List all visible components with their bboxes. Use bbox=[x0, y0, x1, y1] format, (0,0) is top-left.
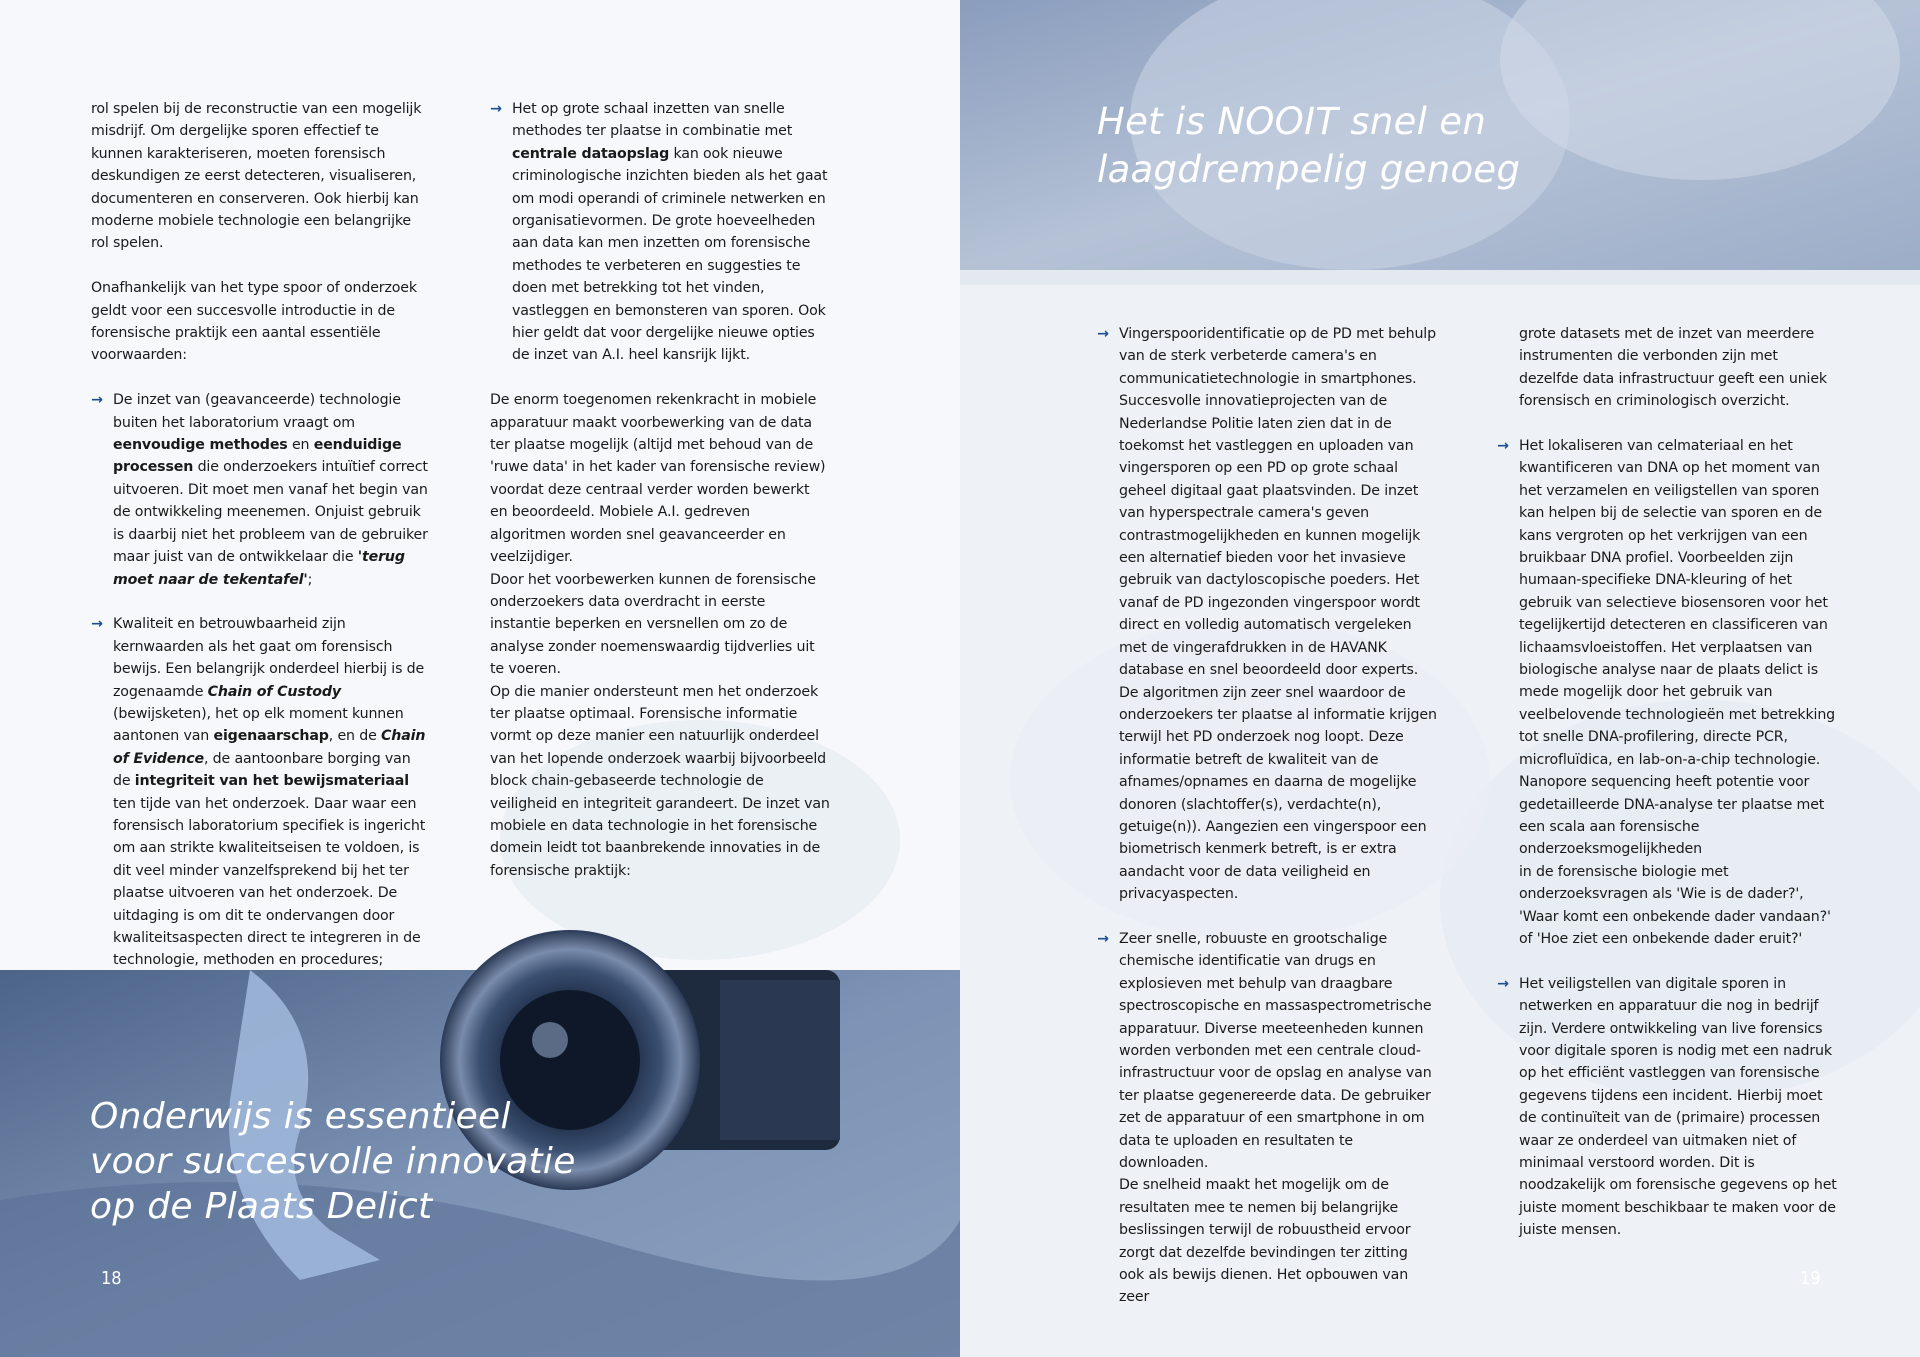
arrow-right-icon: → bbox=[1097, 326, 1109, 342]
list-item: → Kwaliteit en betrouwbaarheid zijn kernwaarden als het gaat om forensisch bewijs. Een belangrijk onderdeel hierbij is de zogenaamde Chain of Custody (bewijsketen), het op elk moment kunnen aantonen van eigenaarschap, en de Chain of Evidence, de aantoonbare borging van de integriteit van het bewijsmateriaal ten tijde van het onderzoek. Daar waar een forensisch laboratorium specifiek is ingericht om aan strikte kwaliteitseisen te voldoen, is dit veel minder vanzelfsprekend bij het ter plaatse uitvoeren van het onderzoek. De uitdaging is om dit te ondervangen door kwaliteitsaspecten direct te integreren in de technologie, methoden en procedures; bbox=[91, 613, 431, 972]
heading-line: voor succesvolle innovatie bbox=[90, 1141, 576, 1182]
heading-line: Onderwijs is essentieel bbox=[90, 1096, 511, 1137]
heading-line: laagdrempelig genoeg bbox=[1097, 148, 1521, 191]
arrow-right-icon: → bbox=[91, 392, 103, 409]
heading-line: Het is NOOIT snel en bbox=[1097, 100, 1487, 143]
list-item: → Het lokaliseren van celmateriaal en het kwantificeren van DNA op het moment van het verzamelen en veiligstellen van sporen kan helpen bij de selectie van sporen en de kans vergroten op het verkrijgen van een bruikbaar DNA profiel. Voorbeelden zijn humaan-specifieke DNA-kleuring of het gebruik van selectieve biosensoren voor het tegelijkertijd detecteren en classificeren van lichaamsvloeistoffen. Het verplaatsen van biologische analyse naar de plaats delict is mede mogelijk door het gebruik van veelbelovende technologieën met betrekking tot snelle DNA-profilering, directe PCR, microfluïdica, en lab-on-a-chip technologie. Nanopore sequencing heeft potentie voor gedetailleerde DNA-analyse ter plaatse met een scala aan forensische onderzoeksmogelijkheden in de forensische biologie met onderzoeksvragen als 'Wie is de dader?', 'Waar komt een onbekende dader vandaan?' of 'Hoe ziet een onbekende dader eruit?' bbox=[1497, 435, 1837, 950]
list-item: → Zeer snelle, robuuste en grootschalige chemische identificatie van drugs en explosieven met behulp van draagbare spectroscopische en massaspectrometrische apparatuur. Diverse meeteenheden kunnen worden verbonden met een centrale cloud-infrastructuur voor de opslag en analyse van ter plaatse gegenereerde data. De gebruiker zet de apparatuur of een smartphone in om data te uploaden en resultaten te downloaden. De snelheid maakt het mogelijk om de resultaten mee te nemen bij belangrijke beslissingen terwijl de robuustheid ervoor zorgt dat dezelfde bevindingen ter zitting ook als bewijs dienen. Het opbouwen van zeer bbox=[1097, 928, 1437, 1309]
arrow-right-icon: → bbox=[1497, 438, 1509, 455]
paragraph: Op die manier ondersteunt men het onderzoek ter plaatse optimaal. Forensische informatie vormt op deze manier een natuurlijk onderdeel van het lopende onderzoek waarbij bijvoorbeeld block chain-gebaseerde technologie de veiligheid en integriteit garandeert. De inzet van mobiele en data technologie in het forensische domein leidt tot baanbrekende innovaties in de forensische praktijk: bbox=[490, 683, 830, 879]
arrow-right-icon: → bbox=[490, 101, 502, 117]
paragraph: rol spelen bij de reconstructie van een mogelijk misdrijf. Om dergelijke sporen effectief te kunnen karakteriseren, moeten forensisch deskundigen ze eerst detecteren, visualiseren, documenteren en conserveren. Ook hierbij kan moderne mobiele technologie een belangrijke rol spelen. bbox=[91, 101, 422, 252]
paragraph: grote datasets met de inzet van meerdere instrumenten die verbonden zijn met dezelfde data infrastructuur geeft een uniek forensisch en criminologisch overzicht. bbox=[1519, 326, 1827, 410]
column-3 bbox=[1097, 323, 1437, 1309]
list-item-continuation: De snelheid maakt het mogelijk om de resultaten mee te nemen bij belangrijke beslissingen terwijl de robuustheid ervoor zorgt dat dezelfde bevindingen ter zitting ook als bewijs dienen. Het opbouwen van zeer bbox=[1119, 1177, 1411, 1306]
page-number-left: 18 bbox=[101, 1268, 122, 1289]
list-item: → Het op grote schaal inzetten van snelle methodes ter plaatse in combinatie met centrale dataopslag kan ook nieuwe criminologische inzichten bieden als het gaat om modi operandi of criminele netwerken en organisatievormen. De grote hoeveelheden aan data kan men inzetten om forensische methodes te verbeteren en suggesties te doen met betrekking tot het vinden, vastleggen en bemonsteren van sporen. Ook hier geldt dat voor dergelijke nieuwe opties de inzet van A.I. heel kansrijk lijkt. bbox=[490, 98, 830, 367]
arrow-right-icon: → bbox=[1497, 975, 1509, 992]
page-number-right: 19 bbox=[1800, 1268, 1821, 1289]
heading-line: op de Plaats Delict bbox=[90, 1186, 433, 1227]
list-item: → De inzet van (geavanceerde) technologie buiten het laboratorium vraagt om eenvoudige methodes en eenduidige processen die onderzoekers intuïtief correct uitvoeren. Dit moet men vanaf het begin van de ontwikkeling meenemen. Onjuist gebruik is daarbij niet het probleem van de gebruiker maar juist van de ontwikkelaar die 'terug moet naar de tekentafel'; bbox=[91, 389, 431, 591]
heading-top-right bbox=[1097, 98, 1520, 194]
paragraph: Onafhankelijk van het type spoor of onderzoek geldt voor een succesvolle introductie in de forensische praktijk een aantal essentiële voorwaarden: bbox=[91, 280, 417, 364]
list-item-continuation: in de forensische biologie met onderzoeksvragen als 'Wie is de dader?', 'Waar komt een onbekende dader vandaan?' of 'Hoe ziet een onbekende dader eruit?' bbox=[1519, 863, 1831, 947]
list-item: → Het veiligstellen van digitale sporen in netwerken en apparatuur die nog in bedrijf zijn. Verdere ontwikkeling van live forensics voor digitale sporen is nodig met een nadruk op het efficiënt vastleggen van forensische gegevens tijdens een incident. Hierbij moet de continuïteit van de (primaire) processen waar ze onderdeel van uitmaken niet of minimaal verstoord worden. Dit is noodzakelijk om forensische gegevens op het juiste moment beschikbaar te maken voor de juiste mensen. bbox=[1497, 973, 1837, 1242]
heading-bottom-left bbox=[90, 1094, 576, 1229]
arrow-right-icon: → bbox=[91, 616, 103, 633]
paragraph: Door het voorbewerken kunnen de forensische onderzoekers data overdracht in eerste instantie beperken en versnellen om zo de analyse zonder noemenswaardig tijdverlies uit te voeren. bbox=[490, 571, 816, 678]
paragraph: De enorm toegenomen rekenkracht in mobiele apparatuur maakt voorbewerking van de data ter plaatse mogelijk (altijd met behoud van de 'ruwe data' in het kader van forensische review) voordat deze centraal verder worden bewerkt en beoordeeld. Mobiele A.I. gedreven algoritmen worden snel geavanceerder en veelzijdiger. bbox=[490, 392, 826, 566]
column-1 bbox=[91, 98, 431, 994]
column-2 bbox=[490, 98, 830, 905]
list-item: → Vingerspooridentificatie op de PD met behulp van de sterk verbeterde camera's en communicatietechnologie in smartphones. Succesvolle innovatieprojecten van de Nederlandse Politie laten zien dat in de toekomst het vastleggen en uploaden van vingersporen op een PD op grote schaal geheel digitaal gaat plaatsvinden. De inzet van hyperspectrale camera's geven contrastmogelijkheden en kunnen mogelijk een alternatief bieden voor het invasieve gebruik van dactyloscopische poeders. Het vanaf de PD ingezonden vingerspoor wordt direct en volledig automatisch vergeleken met de vingerafdrukken in de HAVANK database en snel beoordeeld door experts. De algoritmen zijn zeer snel waardoor de onderzoekers ter plaatse al informatie krijgen terwijl het PD onderzoek nog loopt. Deze informatie betreft de kwaliteit van de afnames/opnames en daarna de mogelijke donoren (slachtoffer(s), verdachte(n), getuige(n)). Aangezien een vingerspoor een biometrisch kenmerk betreft, is er extra aandacht voor de data veiligheid en privacyaspecten. bbox=[1097, 323, 1437, 906]
column-4 bbox=[1497, 323, 1837, 1264]
arrow-right-icon: → bbox=[1097, 930, 1109, 947]
